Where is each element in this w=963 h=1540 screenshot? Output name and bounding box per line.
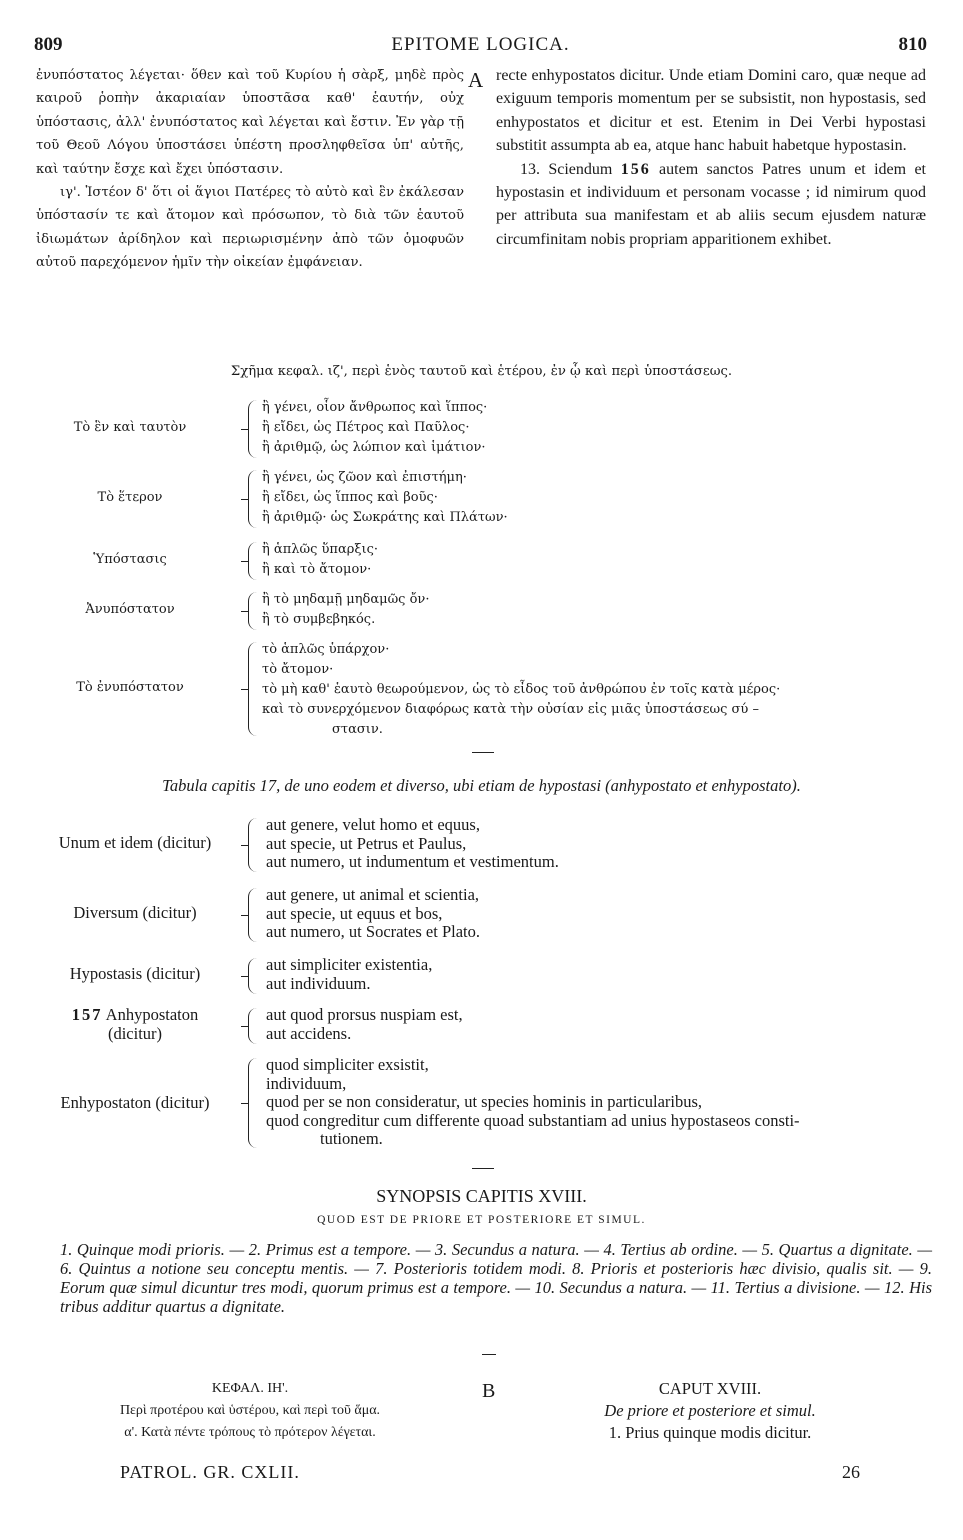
greek-row-items [262,590,429,630]
greek-row-label: Τὸ ἓν καὶ ταυτὸν [73,420,187,435]
latin-table-caption: Tabula capitis 17, de uno eodem et diverso, ubi etiam de hypostasi (anhypostato et enhypostato). [162,776,801,795]
greek-item: ἢ ἀριθμῷ, ὡς λώπιον καὶ ἱμάτιον· [262,440,486,455]
latin-item: aut individuum. [266,973,371,993]
latin-item: tutionem. [320,1129,383,1148]
latin-paragraph-2-rest: autem sanctos Patres unum et idem et hypostasin et individuum et personam vocasse ; id nimirum quod per attributa sua manifestam et ab aliis secum ejusdem naturæ circumfinitam nobis propriam apparitionem exhibet. [496,160,926,248]
latin-row-label [30,1006,240,1043]
latin-chapter-title: CAPUT XVIII. [658,1379,762,1398]
greek-row-label: Ὑπόστασις [93,552,167,567]
greek-table-row [30,398,940,460]
latin-paragraph-2-start: 13. Sciendum [520,160,621,178]
latin-item: quod congreditur cum differente quoad substantiam ad unius hypostaseos consti- [266,1110,800,1130]
column-marker-a: A [468,68,484,92]
latin-item: aut accidens. [266,1023,352,1043]
latin-table-row [30,956,940,996]
greek-item: στασιν. [332,722,383,737]
column-marker-b: B [482,1380,496,1402]
brace [248,888,257,942]
latin-chapter-line: 1. Prius quinque modis dicitur. [608,1423,812,1442]
latin-table-row [30,886,940,944]
greek-item: τὸ ἄτομον· [262,662,334,677]
greek-chapter-line: α'. Κατὰ πέντε τρόπους τὸ πρότερον λέγεται. [124,1425,376,1440]
greek-item: ἢ εἴδει, ὡς ἵππος καὶ βοῦς· [262,490,438,505]
greek-row-items [262,540,378,580]
latin-item: aut simpliciter existentia, [266,955,433,974]
latin-row-label: Enhypostaton (dicitur) [60,1093,210,1112]
greek-table-row [30,640,940,740]
greek-item: ἢ εἴδει, ὡς Πέτρος καὶ Παῦλος· [262,420,470,435]
greek-item: ἢ ἀριθμῷ· ὡς Σωκράτης καὶ Πλάτων· [262,510,508,525]
latin-table-row [30,1056,940,1150]
latin-row-label: Hypostasis (dicitur) [69,964,201,983]
brace [248,400,257,458]
greek-item: ἢ γένει, οἷον ἄνθρωπος καὶ ἵππος· [262,400,488,415]
brace [248,592,257,630]
greek-item: ἢ καὶ τὸ ἄτομον· [262,562,372,577]
footer-sheet-number: 26 [842,1462,860,1482]
anhypostaton-label-dicitur: (dicitur) [107,1023,163,1043]
greek-item: ἢ τὸ μηδαμῇ μηδαμῶς ὄν· [262,592,430,607]
greek-column [36,64,464,275]
running-title: EPITOME LOGICA. [391,34,570,55]
latin-item: aut quod prorsus nuspiam est, [266,1005,463,1024]
latin-row-items [266,1006,463,1043]
latin-column [496,64,926,251]
section-rule [472,752,494,753]
greek-chapter-title: ΚΕΦΑΛ. ΙΗ'. [211,1381,289,1396]
latin-row-items [266,1056,800,1149]
greek-row-items [262,468,508,528]
greek-item: ἢ ἁπλῶς ὕπαρξις· [262,542,379,557]
latin-item: quod simpliciter exsistit, [266,1055,429,1074]
left-page-number: 809 [34,34,63,55]
greek-row-items [262,640,780,740]
anhypostaton-label: Anhypostaton [102,1005,199,1024]
section-rule [472,1168,494,1169]
latin-row-label: Diversum (dicitur) [73,903,197,922]
greek-row-label: Ἀνυπόστατον [85,602,175,617]
latin-table-row [30,816,940,874]
greek-item: ἢ τὸ συμβεβηκός. [262,612,376,627]
footer-signature: PATROL. GR. CXLII. [120,1462,300,1482]
latin-row-items [266,816,559,872]
latin-chapter-head [500,1378,920,1444]
greek-table-row [30,468,940,530]
greek-table-row [30,590,940,632]
brace [248,1058,257,1148]
greek-row-label: Τὸ ἐνυπόστατον [76,680,184,695]
latin-item: aut specie, ut Petrus et Paulus, [266,833,467,853]
brace [248,1008,257,1044]
greek-chapter-head [40,1378,460,1444]
right-page-number: 810 [898,34,927,55]
latin-item: aut specie, ut equus et bos, [266,903,443,923]
column-number-157: 157 [71,1005,103,1024]
latin-item: individuum, [266,1073,347,1093]
latin-chapter-subtitle: De priore et posteriore et simul. [604,1401,816,1420]
section-rule [482,1354,496,1355]
latin-paragraph-1: recte enhypostatos dicitur. Unde etiam Domini caro, quæ neque ad exiguum temporis momentum per se subsistit, non hypostasis, sed enhypostatos et dicitur et est. Etenim in Dei Verbi hypostasi substitit assumpta ab ea, atque hanc habuit habetque hypostasin. [496,67,926,155]
brace [248,642,257,736]
greek-chapter-subtitle: Περὶ προτέρου καὶ ὑστέρου, καὶ περὶ τοῦ ἅμα. [119,1403,381,1418]
brace [248,818,257,872]
brace [248,958,257,994]
latin-row-items [266,886,480,942]
latin-table-row [30,1006,940,1046]
latin-row-label: Unum et idem (dicitur) [58,833,212,852]
greek-item: καὶ τὸ συνερχόμενον διαφόρως κατὰ τὴν οὐσίαν εἰς μιᾶς ὑποστάσεως σύ – [262,702,759,717]
latin-item: aut genere, ut animal et scientia, [266,885,480,904]
column-number-156: 156 [620,160,651,178]
greek-item: τὸ ἁπλῶς ὑπάρχον· [262,642,390,657]
latin-paragraph-2 [496,158,926,252]
latin-item: aut numero, ut Socrates et Plato. [266,922,480,941]
greek-table-row [30,540,940,582]
latin-row-items [266,956,432,993]
greek-row-label: Τὸ ἕτερον [97,490,163,505]
latin-item: quod per se non consideratur, ut species hominis in particularibus, [266,1092,703,1111]
greek-paragraph-2: ιγ'. Ἰστέον δ' ὅτι οἱ ἅγιοι Πατέρες τὸ αὐτὸ καὶ ἓν ἐκάλεσαν ὑπόστασίν τε καὶ ἄτομον καὶ πρόσωπον, τὸ διὰ τῶν ἑαυτοῦ ἰδιωμάτων ἀρίδηλον καὶ περιωρισμένην ἀπὸ τῶν ὁμοφυῶν αὐτοῦ παρεχόμενον ἡμῖν τὴν οἰκείαν ἐμφάνειαν. [36,185,464,271]
greek-item: τὸ μὴ καθ' ἑαυτὸ θεωρούμενον, ὡς τὸ εἶδος τοῦ ἀνθρώπου ἐν τοῖς κατὰ μέρος· [262,682,781,697]
greek-paragraph-1: ἐνυπόστατος λέγεται· ὅθεν καὶ τοῦ Κυρίου ἡ σὰρξ, μηδὲ πρὸς καιροῦ ῥοπὴν ἀκαριαίαν ὑποστᾶσα καθ' ἑαυτήν, οὐχ ὑπόστασις, ἀλλ' ἐνυπόστατος καὶ λέγεται καὶ ἔστιν. Ἐν γὰρ τῇ τοῦ Θεοῦ Λόγου ὑποστάσει ὑπέστη προσληφθεῖσα ὑπ' αὐτῆς, καὶ ταύτην ἔσχε καὶ ἔχει ὑπόστασιν. [36,68,464,177]
greek-row-items [262,398,487,458]
synopsis-body: 1. Quinque modi prioris. — 2. Primus est a tempore. — 3. Secundus a natura. — 4. Tertius ab ordine. — 5. Quartus a dignitate. — 6. Quintus a notione seu conceptu mentis. — 7. Posterioris totidem modi. 8. Prioris et posterioris hæc divisio, qualis sit. — 9. Eorum quæ simul dicuntur tres modi, quorum primus est a tempore. — 10. Secundus a natura. — 11. Tertius a divisione. — 12. His tribus additur quartus a dignitate. [60,1240,932,1316]
greek-item: ἢ γένει, ὡς ζῶον καὶ ἐπιστήμη· [262,470,467,485]
brace [248,542,257,580]
brace [248,470,257,528]
latin-item: aut numero, ut indumentum et vestimentum. [266,852,559,871]
synopsis-subtitle: QUOD EST DE PRIORE ET POSTERIORE ET SIMUL. [317,1214,646,1226]
greek-table-caption: Σχῆμα κεφαλ. ιζ', περὶ ἑνὸς ταυτοῦ καὶ ἑτέρου, ἐν ᾧ καὶ περὶ ὑποστάσεως. [230,364,733,379]
latin-item: aut genere, velut homo et equus, [266,815,480,834]
running-header [34,34,927,60]
synopsis-title: SYNOPSIS CAPITIS XVIII. [376,1186,587,1206]
